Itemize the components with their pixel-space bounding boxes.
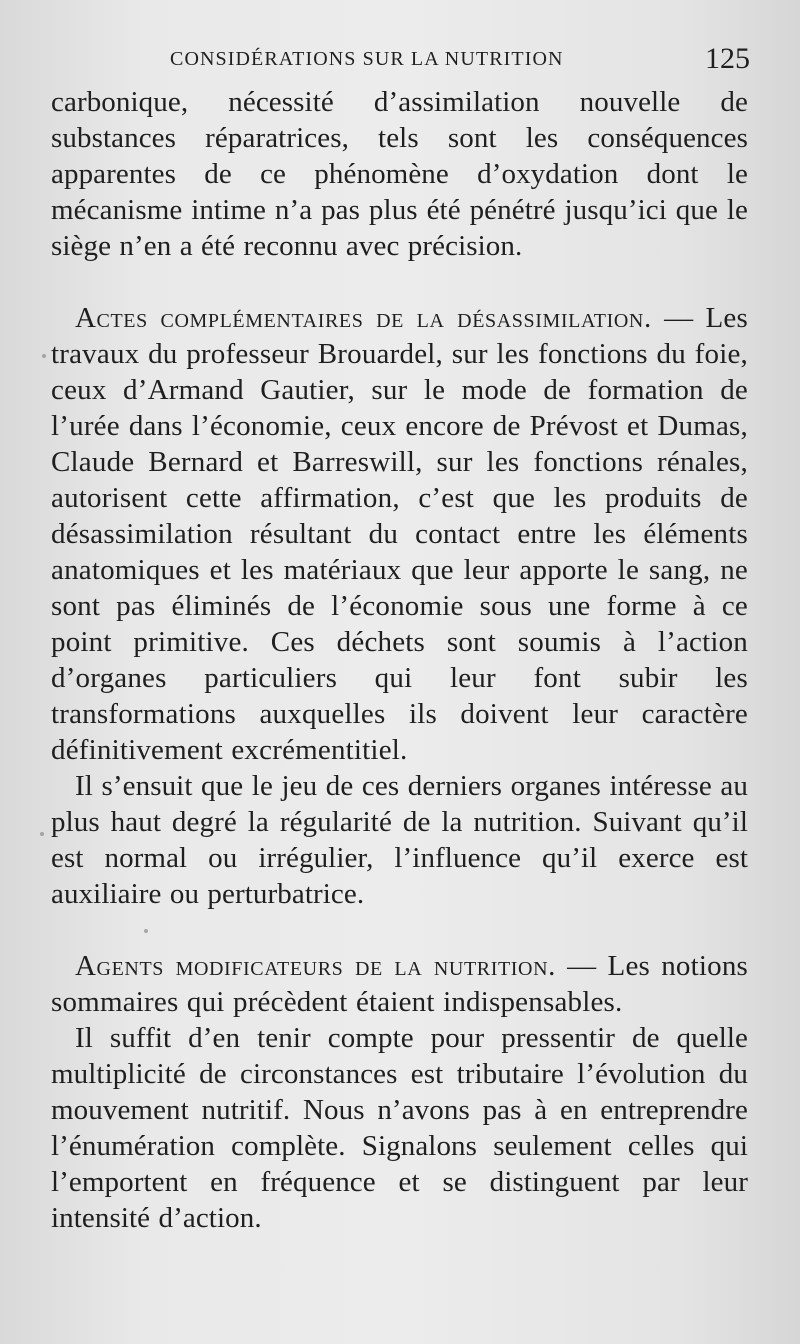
- section-heading-paragraph-1: [51, 300, 748, 768]
- section-spacer-2: [51, 912, 748, 948]
- print-speck: [42, 354, 46, 358]
- section-text-2: — Les notions sommaires qui précèdent étaient indispensables.: [51, 950, 749, 1018]
- section-heading-1: Actes complémentaires de la désassimilation.: [75, 302, 652, 334]
- print-speck: [144, 929, 148, 933]
- section-text-1: — Les travaux du professeur Brouardel, sur les fonctions du foie, ceux d’Armand Gautier, sur le mode de formation de l’urée dans l’économie, ceux encore de Prévost et Dumas, Claude Bernard et Barreswill, sur les fonctions rénales, autorisent cette affirmation, c’est que les produits de désassimilation résultant du contact entre les éléments anatomiques et les matériaux que leur apporte le sang, ne sont pas éliminés de l’économie sous une forme à ce point primitive. Ces déchets sont soumis à l’action d’organes particuliers qui leur font subir les transformations auxquelles ils doivent leur caractère définitivement excrémentitiel.: [51, 302, 748, 766]
- page-number: 125: [705, 42, 750, 75]
- section-heading-paragraph-2: [51, 948, 748, 1020]
- paragraph-5: Il suffit d’en tenir compte pour pressentir de quelle multiplicité de circonstances est tributaire l’évolution du mouvement nutritif. Nous n’avons pas à en entreprendre l’énumération complète. Signalons seulement celles qui l’emportent en fréquence et se distinguent par leur intensité d’action.: [51, 1022, 748, 1234]
- page-header: [170, 44, 750, 78]
- print-speck: [40, 832, 44, 836]
- section-heading-2: Agents modificateurs de la nutrition.: [75, 950, 556, 982]
- section-spacer-1: [51, 264, 748, 300]
- running-title: CONSIDÉRATIONS SUR LA NUTRITION: [170, 48, 564, 70]
- body-text: [51, 84, 748, 1302]
- paragraph-1: carbonique, nécessité d’assimilation nouvelle de substances réparatrices, tels sont les conséquences apparentes de ce phénomène d’oxydation dont le mécanisme intime n’a pas plus été pénétré jusqu’ici que le siège n’en a été reconnu avec précision.: [51, 86, 748, 262]
- paragraph-3: Il s’ensuit que le jeu de ces derniers organes intéresse au plus haut degré la régularité de la nutrition. Suivant qu’il est normal ou irrégulier, l’influence qu’il exerce est auxiliaire ou perturbatrice.: [51, 770, 748, 910]
